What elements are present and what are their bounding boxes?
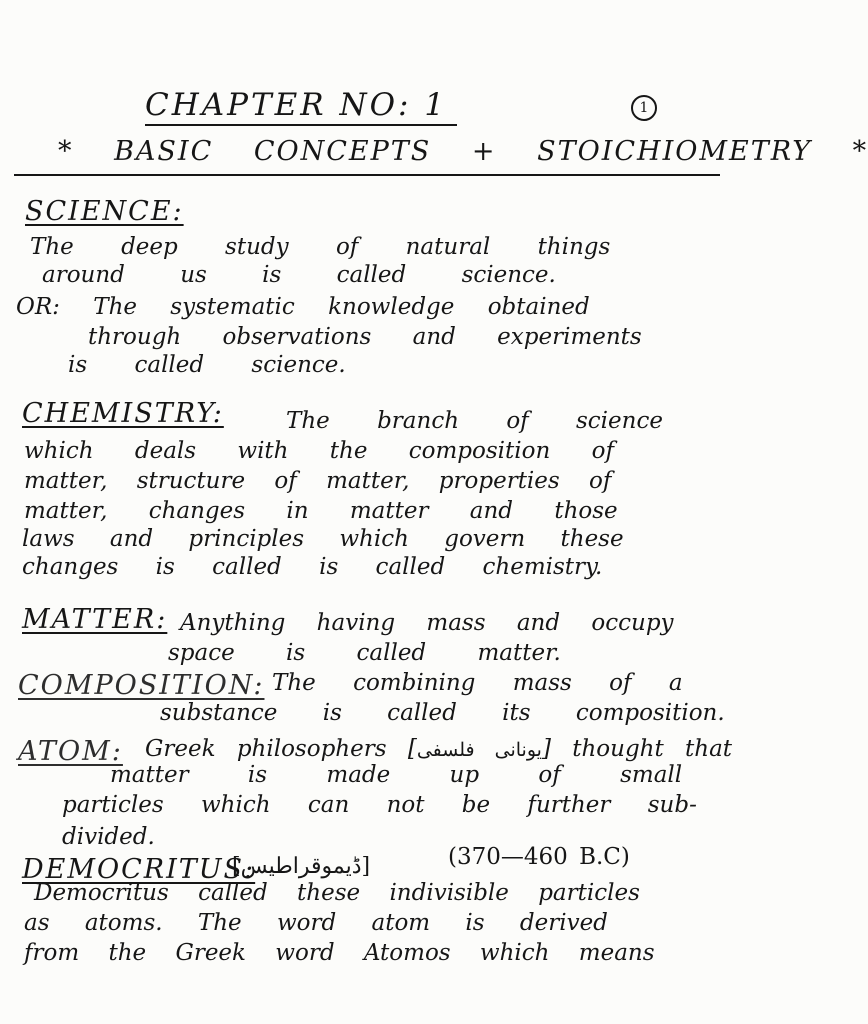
composition-heading: COMPOSITION: [18, 670, 265, 701]
atom-line-1-end: ] thought that [541, 736, 733, 762]
democritus-line-3: from the Greek word Atomos which means [24, 940, 655, 966]
chemistry-heading: CHEMISTRY: [22, 398, 224, 429]
science-line-5: is called science. [68, 352, 346, 378]
urdu-democritus: [ڈیموقراطیس] [232, 854, 371, 879]
chemistry-line-5: laws and principles which govern these [22, 526, 624, 552]
chemistry-line-1: The branch of science [286, 408, 663, 434]
science-line-1: The deep study of natural things [30, 234, 611, 260]
atom-line-1 [145, 738, 732, 761]
atom-line-4: divided. [62, 824, 155, 850]
chemistry-line-3: matter, structure of matter, properties of [24, 468, 612, 494]
chapter-title: CHAPTER NO: 1 [145, 87, 448, 123]
democritus-line-2: as atoms. The word atom is derived [24, 910, 608, 936]
matter-line-2: space is called matter. [168, 640, 561, 666]
democritus-heading: DEMOCRITUS: [22, 854, 256, 885]
science-line-4: through observations and experiments [88, 324, 642, 350]
page-number: 1 [631, 95, 657, 121]
title-divider [14, 174, 720, 176]
urdu-greek-philosophers: یونانی فلسفی [416, 739, 542, 761]
atom-line-3: particles which can not be further sub- [62, 792, 697, 818]
composition-line-1: The combining mass of a [272, 670, 683, 696]
democritus-dates: (370—460 B.C) [448, 844, 630, 870]
chapter-subtitle: * BASIC CONCEPTS + STOICHIOMETRY * [58, 136, 868, 167]
science-line-3: OR: The systematic knowledge obtained [16, 294, 590, 320]
composition-line-2: substance is called its composition. [160, 700, 725, 726]
science-line-2: around us is called science. [42, 262, 556, 288]
chemistry-line-4: matter, changes in matter and those [24, 498, 618, 524]
chemistry-line-2: which deals with the composition of [24, 438, 614, 464]
democritus-line-1: Democritus called these indivisible particles [34, 880, 640, 906]
chapter-underline [145, 124, 457, 126]
matter-heading: MATTER: [22, 604, 168, 635]
science-heading: SCIENCE: [25, 196, 184, 227]
chemistry-line-6: changes is called is called chemistry. [22, 554, 603, 580]
atom-heading: ATOM: [18, 736, 123, 767]
matter-line-1: Anything having mass and occupy [180, 610, 674, 636]
atom-line-2: matter is made up of small [110, 762, 683, 788]
atom-line-1-start: Greek philosophers [ [145, 736, 417, 762]
